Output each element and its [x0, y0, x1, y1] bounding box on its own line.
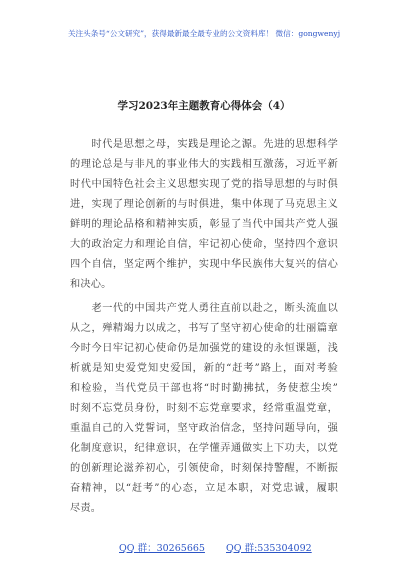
paragraph-line: 时代中国特色社会主义思想实现了党的指导思想的与时俱 — [70, 179, 338, 190]
paragraph-line: 化制度意识，纪律意识，在学懂弄通做实上下功夫，以党 — [70, 443, 338, 454]
paragraph-line: 时代是思想之母，实践是理论之源。先进的思想科学 — [70, 139, 338, 150]
paragraph-line: 老一代的中国共产党人勇往直前以赴之，断头流血以 — [70, 303, 338, 314]
qq-group-link-1[interactable]: QQ 群：30265665 — [119, 543, 205, 554]
header-note: 关注头条号“公文研究”，获得最新最全最专业的公文资料库！ 微信：gongwenyj — [67, 29, 341, 38]
paragraph-line: 从之，殚精竭力以成之，书写了坚守初心使命的壮丽篇章 — [70, 323, 338, 334]
paragraph-line: 重温自己的入党誓词，坚守政治信念，坚持问题导向，强 — [70, 423, 338, 434]
qq-group-link-2[interactable]: QQ 群:535304092 — [226, 543, 312, 554]
footer — [0, 540, 408, 554]
paragraph-line: 四个自信，坚定两个维护，实现中华民族伟大复兴的信心 — [70, 259, 338, 270]
paragraph-line: 的创新理论滋养初心，引领使命，时刻保持警醒，不断振 — [70, 463, 338, 474]
paragraph-line: 大的政治定力和理论自信，牢记初心使命，坚持四个意识 — [70, 239, 338, 250]
paragraph-line: 奋精神，以“赶考”的心态，立足本职，对党忠诚，履职 — [70, 483, 338, 494]
paragraph-line: 和决心。 — [70, 279, 112, 290]
paragraph-line: 时刻不忘党员身份，时刻不忘党章要求，经常重温党章， — [70, 403, 338, 414]
paragraph-line: 尽责。 — [70, 503, 102, 514]
paragraph-line: 鲜明的理论品格和精神实质，彰显了当代中国共产党人强 — [70, 219, 338, 230]
paragraph-line: 的理论总是与非凡的事业伟大的实践相互激荡，习近平新 — [70, 159, 338, 170]
paragraph-line: 和检验，当代党员干部也将“时时勤拂拭，务使惹尘埃” — [70, 383, 338, 394]
paragraph-line: 进，实现了理论创新的与时俱进，集中体现了马克思主义 — [70, 199, 338, 210]
paragraph-line: 今时今日牢记初心使命仍是加强党的建设的永恒课题，浅 — [70, 343, 338, 354]
document-title: 学习2023年主题教育心得体会（4） — [117, 100, 291, 112]
paragraph-line: 析就是知史爱党知史爱国，新的“赶考”路上，面对考验 — [70, 363, 338, 374]
